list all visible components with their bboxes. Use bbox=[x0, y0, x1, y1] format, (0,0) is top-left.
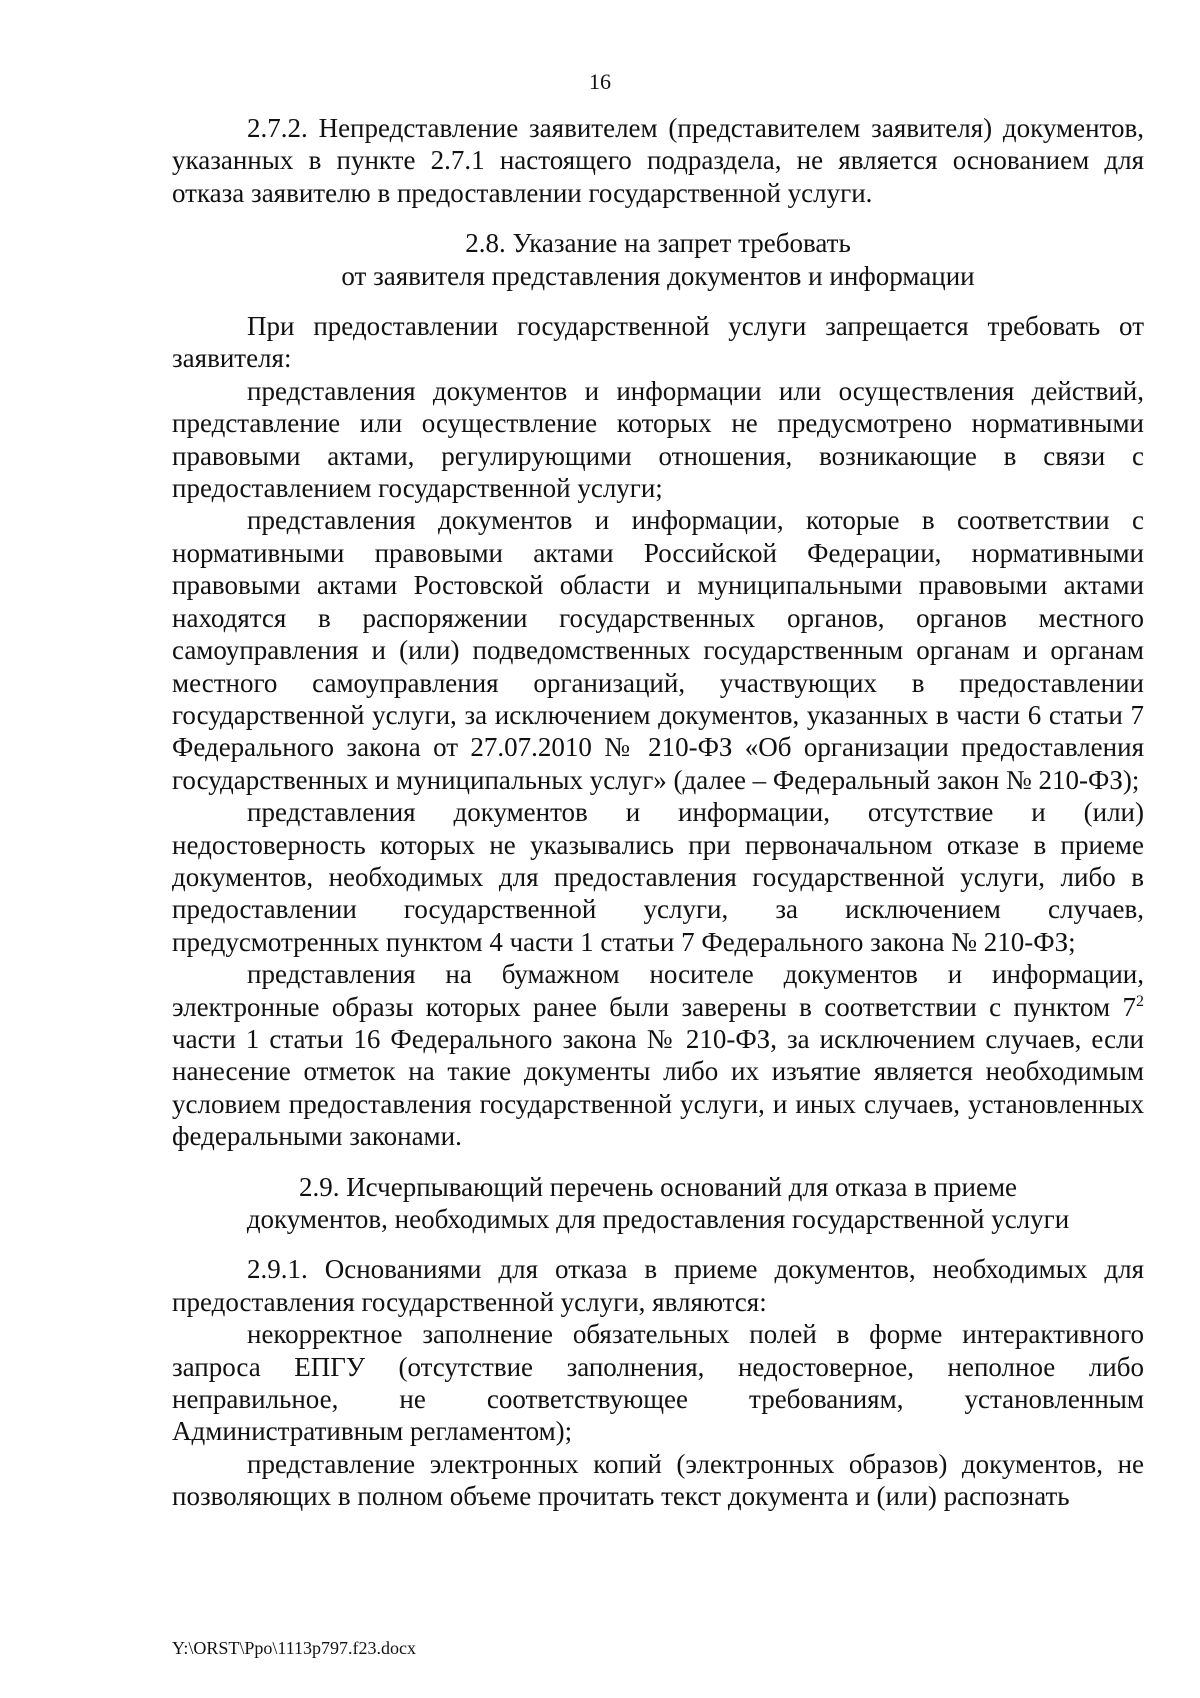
superscript-index: 2 bbox=[1136, 992, 1144, 1010]
paragraph-2-8-intro: При предоставлении государственной услуги запрещается требовать от заявителя: bbox=[172, 311, 1144, 374]
paragraph-2-8-item-4 bbox=[172, 958, 1144, 1152]
paragraph-2-8-item-4-part-a: представления на бумажном носителе документов и информации, электронные образы которых ранее были заверены в соответствии с пунктом 7 bbox=[172, 959, 1144, 1022]
heading-2-8-line1: 2.8. Указание на запрет требовать bbox=[465, 228, 851, 259]
paragraph-2-8-item-4-part-b: части 1 статьи 16 Федерального закона № 210-ФЗ, за исключением случаев, если нанесение отметок на такие документы либо их изъятие является необходимым условием предоставления государственной услуги, и иных случаев, установленных федеральными законами. bbox=[172, 1023, 1144, 1152]
paragraph-2-8-item-3: представления документов и информации, отсутствие и (или) недостоверность которых не указывались при первоначальном отказе в приеме документов, необходимых для предоставления государственной услуги, либо в предоставлении государственной услуги, за исключением случаев, предусмотренных пунктом 4 части 1 статьи 7 Федерального закона № 210-ФЗ; bbox=[172, 797, 1144, 957]
page-number: 16 bbox=[589, 69, 611, 94]
paragraph-2-9-1-item-1: некорректное заполнение обязательных полей в форме интерактивного запроса ЕПГУ (отсутствие заполнения, недостоверное, неполное либо неправильное, не соответствующее требованиям, установленным Административным регламентом); bbox=[172, 1319, 1144, 1447]
paragraph-2-8-item-2: представления документов и информации, которые в соответствии с нормативными правовыми актами Российской Федерации, нормативными правовыми актами Ростовской области и муниципальными правовыми актами находятся в распоряжении государственных органов, органов местного самоуправления и (или) подведомственных государственным органам и органам местного самоуправления организаций, участвующих в предоставлении государственной услуги, за исключением документов, указанных в части 6 статьи 7 Федерального закона от 27.07.2010 № 210-ФЗ «Об организации предоставления государственных и муниципальных услуг» (далее – Федеральный закон № 210-ФЗ); bbox=[172, 505, 1144, 795]
heading-2-9 bbox=[172, 1171, 1144, 1236]
paragraph-2-9-1-item-2: представление электронных копий (электронных образов) документов, не позволяющих в полном объеме прочитать текст документа и (или) распознать bbox=[172, 1448, 1144, 1512]
paragraph-2-9-1: 2.9.1. Основаниями для отказа в приеме документов, необходимых для предоставления государственной услуги, являются: bbox=[172, 1254, 1144, 1317]
heading-2-8-line2: от заявителя представления документов и информации bbox=[341, 260, 975, 291]
heading-2-9-line2: документов, необходимых для предоставления государственной услуги bbox=[246, 1204, 1070, 1234]
paragraph-2-7-2: 2.7.2. Непредставление заявителем (представителем заявителя) документов, указанных в пункте 2.7.1 настоящего подраздела, не является основанием для отказа заявителю в предоставлении государственной услуги. bbox=[172, 113, 1144, 208]
heading-2-9-line1: 2.9. Исчерпывающий перечень оснований для отказа в приеме bbox=[298, 1171, 1018, 1202]
document-body bbox=[172, 112, 1144, 1513]
heading-2-8 bbox=[172, 227, 1144, 292]
paragraph-2-8-item-1: представления документов и информации или осуществления действий, представление или осуществление которых не предусмотрено нормативными правовыми актами, регулирующими отношения, возникающие в связи с предоставлением государственной услуги; bbox=[172, 375, 1144, 504]
file-path-footer: Y:\ORST\Ppo\1113p797.f23.docx bbox=[172, 1638, 417, 1658]
